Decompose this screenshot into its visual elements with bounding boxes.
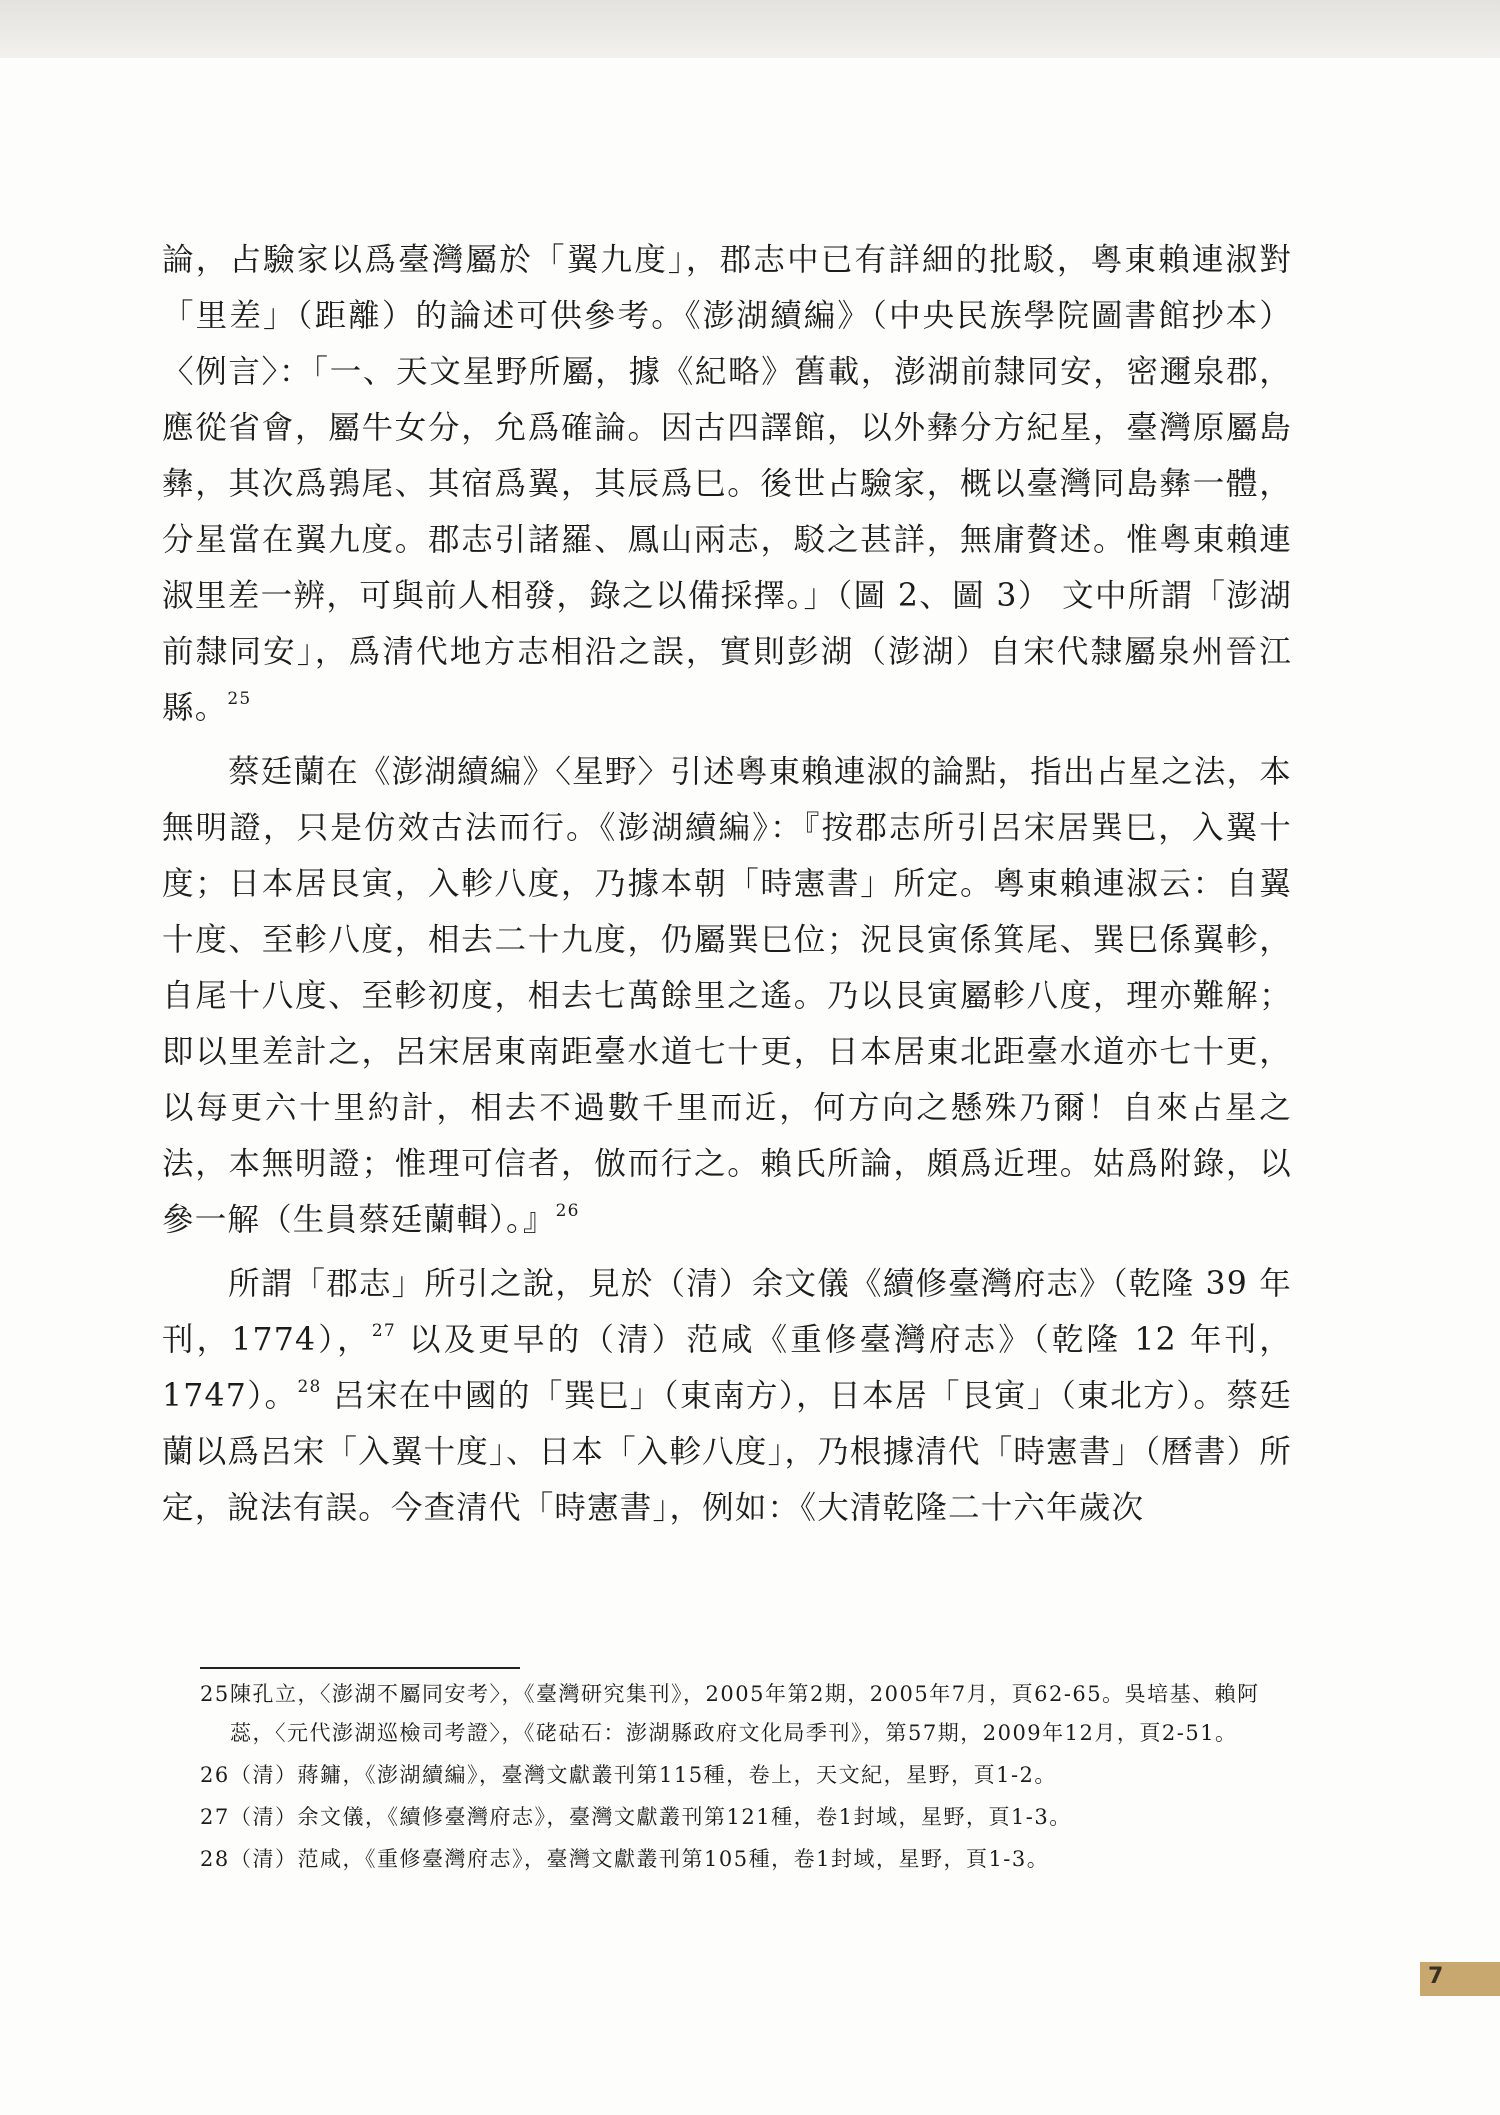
- footnote-ref-27[interactable]: 27: [371, 1321, 396, 1341]
- footnote-25: [200, 1675, 1282, 1753]
- footnote-ref-26[interactable]: 26: [555, 1201, 580, 1221]
- paragraph-1-text: 論，占驗家以爲臺灣屬於「翼九度」，郡志中已有詳細的批駁，粵東賴連淑對「里差」（距離）的論述可供參考。《澎湖續編》（中央民族學院圖書館抄本）〈例言〉：「一、天文星野所屬，據《紀略》舊載，澎湖前隸同安，密邇泉郡，應從省會，屬牛女分，允爲確論。因古四譯館，以外彝分方紀星，臺灣原屬島彝，其次爲鶉尾、其宿爲翼，其辰爲巳。後世占驗家，概以臺灣同島彝一體，分星當在翼九度。郡志引諸羅、鳳山兩志，駁之甚詳，無庸贅述。惟粵東賴連淑里差一辨，可與前人相發，錄之以備採擇。」（圖 2、圖 3） 文中所謂「澎湖前隸同安」，爲清代地方志相沿之誤，實則彭湖（澎湖）自宋代隸屬泉州晉江縣。: [162, 242, 1292, 726]
- paragraph-2-text: 蔡廷蘭在《澎湖續編》〈星野〉引述粵東賴連淑的論點，指出占星之法，本無明證，只是仿效古法而行。《澎湖續編》：『按郡志所引呂宋居巽巳，入翼十度；日本居艮寅，入軫八度，乃據本朝「時憲書」所定。粵東賴連淑云：自翼十度、至軫八度，相去二十九度，仍屬巽巳位；況艮寅係箕尾、巽巳係翼軫，自尾十八度、至軫初度，相去七萬餘里之遙。乃以艮寅屬軫八度，理亦難解；即以里差計之，呂宋居東南距臺水道七十更，日本居東北距臺水道亦七十更，以每更六十里約計，相去不過數千里而近，何方向之懸殊乃爾！自來占星之法，本無明證；惟理可信者，倣而行之。賴氏所論，頗爲近理。姑爲附錄，以參一解（生員蔡廷蘭輯）。』: [162, 754, 1292, 1238]
- footnote-27: [200, 1798, 1282, 1837]
- scan-top-band: [0, 0, 1500, 58]
- paragraph-3-text-c: 呂宋在中國的「巽巳」（東南方），日本居「艮寅」（東北方）。蔡廷蘭以爲呂宋「入翼十度」、日本「入軫八度」，乃根據清代「時憲書」（曆書）所定，說法有誤。今查清代「時憲書」，例如：《大清乾隆二十六年歲次: [162, 1378, 1292, 1526]
- paragraph-3: [162, 1256, 1292, 1536]
- page-number-badge: [1420, 1962, 1500, 1996]
- footnote-text: （清）范咸，《重修臺灣府志》，臺灣文獻叢刊第105種，卷1封域，星野，頁1-3。: [230, 1847, 1050, 1871]
- page-number: 7: [1428, 1964, 1444, 1989]
- footnote-26: [200, 1756, 1282, 1795]
- paragraph-3-text-a: 所謂「郡志」所引之說，見於（清）余文儀《續修臺灣府志》（乾隆 39 年刊，1774），: [162, 1266, 1292, 1358]
- paragraph-3-text-b: 以及更早的（清）范咸《重修臺灣府志》（乾隆 12 年刊，1747）。: [162, 1322, 1293, 1414]
- footnotes: [200, 1675, 1282, 1882]
- footnote-divider: [200, 1667, 520, 1669]
- main-text: [162, 232, 1292, 1544]
- footnote-28: [200, 1840, 1282, 1879]
- footnote-ref-25[interactable]: 25: [227, 689, 252, 709]
- footnote-number: 28: [200, 1847, 230, 1871]
- paragraph-1: [162, 232, 1292, 736]
- paragraph-2: [162, 744, 1292, 1248]
- footnote-text: （清）蔣鏞，《澎湖續編》，臺灣文獻叢刊第115種，卷上，天文紀，星野，頁1-2。: [230, 1763, 1057, 1787]
- footnote-ref-28[interactable]: 28: [297, 1377, 322, 1397]
- footnote-number: 27: [200, 1805, 230, 1829]
- footnote-number: 25: [200, 1682, 230, 1706]
- footnote-number: 26: [200, 1763, 230, 1787]
- footnote-text: （清）余文儀，《續修臺灣府志》，臺灣文獻叢刊第121種，卷1封域，星野，頁1-3。: [230, 1805, 1072, 1829]
- footnote-text: 陳孔立，〈澎湖不屬同安考〉，《臺灣研究集刊》，2005年第2期，2005年7月，頁62-65。吳培基、賴阿蕊，〈元代澎湖巡檢司考證〉，《硓𥑮石：澎湖縣政府文化局季刊》，第57期，2009年12月，頁2-51。: [230, 1682, 1260, 1745]
